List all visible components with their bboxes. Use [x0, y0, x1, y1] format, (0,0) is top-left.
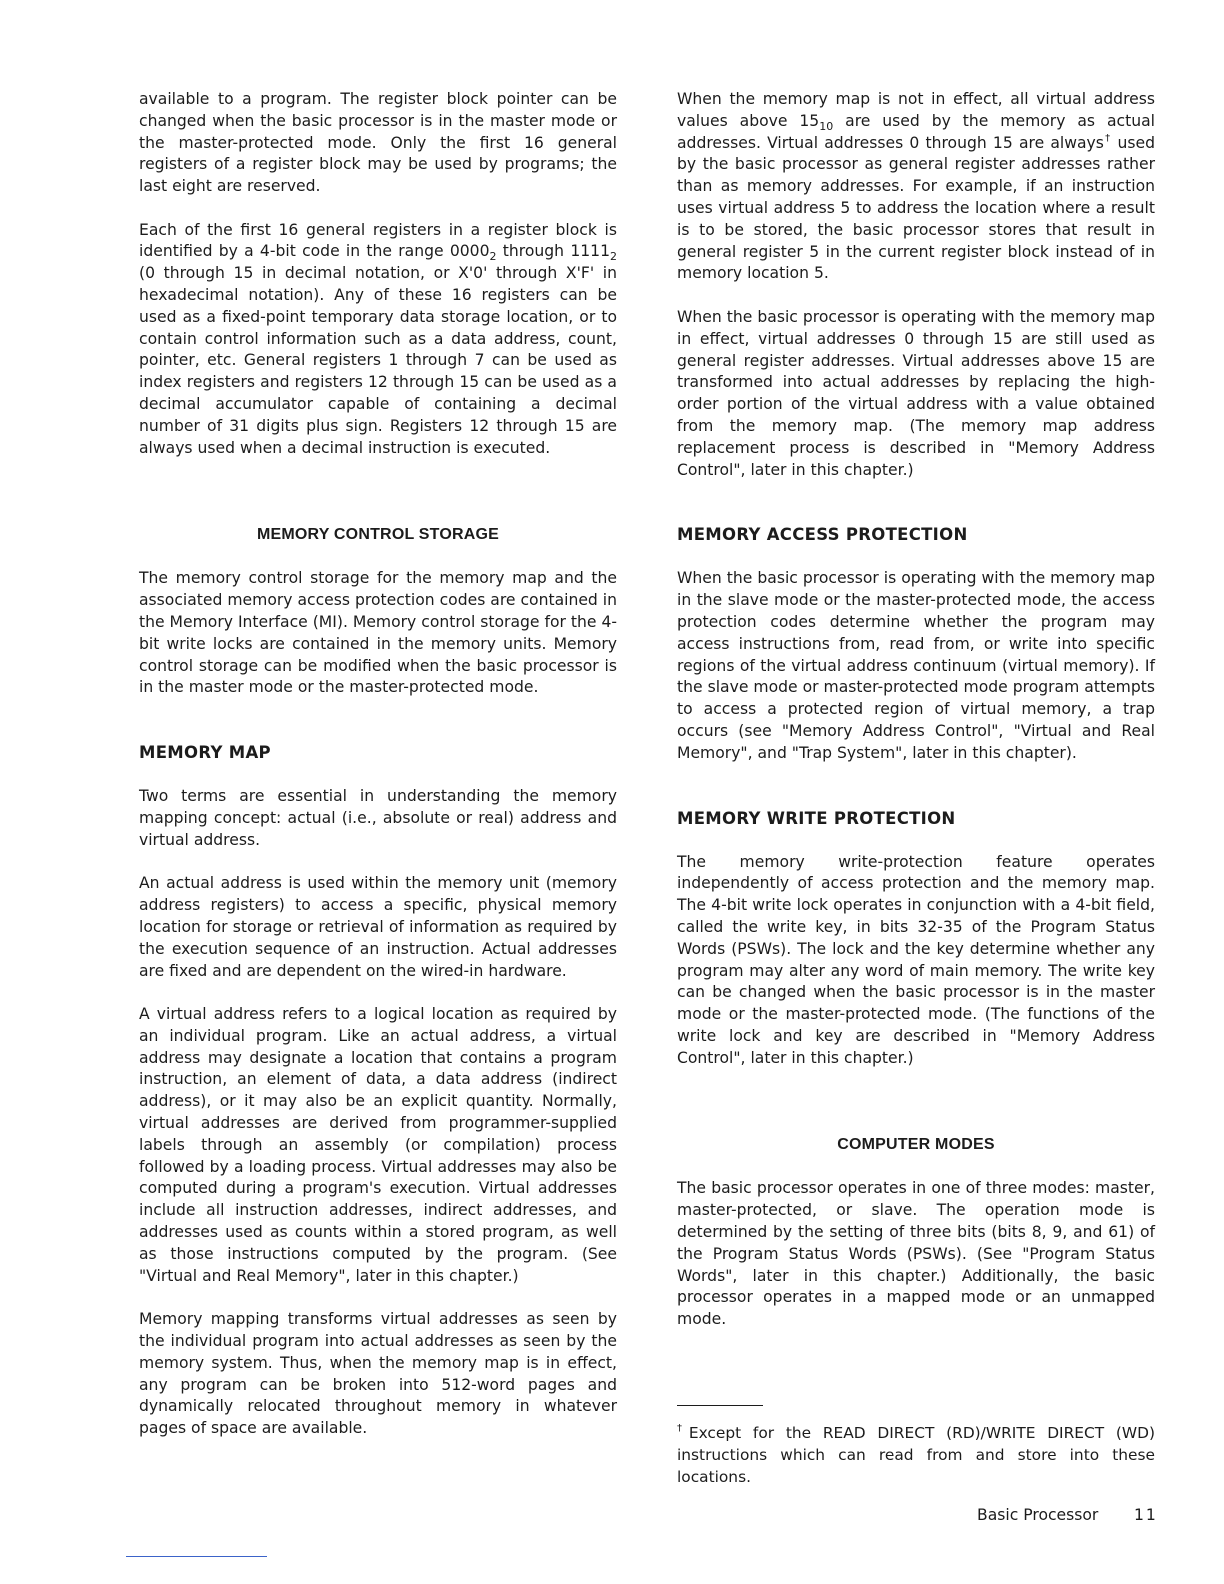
- text-segment: used by the basic processor as general register addresses rather than as memory addresses. For example, if an instruction uses virtual address 5 to address the location where a result is to be stored, the basic processor stores that result in general register 5 in the current register block instead of in memory location 5.: [677, 133, 1156, 283]
- paragraph-memory-control-storage: The memory control storage for the memory map and the associated memory access protection codes are contained in the Memory Interface (MI). Memory control storage for the 4-bit write locks are contained in the memory units. Memory control storage can be modified when the basic processor is in the master mode or the master-protected mode.: [139, 569, 618, 697]
- paragraph-memory-access-protection: When the basic processor is operating with the memory map in the slave mode or the master-protected mode, the access protection codes determine whether the program may access instructions from, read from, or write into specific regions of the virtual address continuum (virtual memory). If the slave mode or master-protected mode program attempts to access a protected region of virtual memory, a trap occurs (see "Memory Address Control", "Virtual and Real Memory", and "Trap System", later in this chapter).: [677, 569, 1155, 762]
- paragraph-register-block-pointer: available to a program. The register block pointer can be changed when the basic processor is in the master mode or the master-protected mode. Only the first 16 general registers of a register block may be used by programs; the last eight are reserved.: [139, 90, 617, 196]
- paragraph-memory-map-not-in-effect: [677, 89, 1155, 285]
- text-segment: are used by the memory as actual addresses. Virtual addresses 0 through 15 are always: [677, 111, 1155, 152]
- footnote-rule: [677, 1405, 763, 1406]
- heading-memory-access-protection: MEMORY ACCESS PROTECTION: [677, 525, 968, 545]
- heading-memory-write-protection: MEMORY WRITE PROTECTION: [677, 808, 956, 828]
- page-number: 11: [1134, 1506, 1158, 1524]
- paragraph-computer-modes: The basic processor operates in one of three modes: master, master-protected, or slave. The operation mode is determined by the setting of three bits (bits 8, 9, and 61) of the Program Status Words (PSWs). (See "Program Status Words", later in this chapter.) Additionally, the basic processor operates in a mapped mode or an unmapped mode.: [677, 1179, 1155, 1329]
- left-column: [139, 89, 617, 1462]
- footnote-marker: †: [677, 1423, 689, 1434]
- dagger-footnote-marker: †: [1103, 132, 1112, 144]
- heading-computer-modes: COMPUTER MODES: [837, 1136, 995, 1154]
- heading-memory-control-storage: MEMORY CONTROL STORAGE: [256, 526, 500, 544]
- heading-memory-map: MEMORY MAP: [139, 743, 271, 763]
- footnote: [677, 1422, 1155, 1488]
- paragraph-memory-write-protection: The memory write-protection feature operates independently of access protection and the memory map. The 4-bit write lock operates in conjunction with a 4-bit field, called the write key, in bits 32-35 of the Program Status Words (PSWs). The lock and the key determine whether any program may alter any word of main memory. The write key can be changed when the basic processor is in the master mode or the master-protected mode. (The functions of the write lock and key are described in "Memory Address Control", later in this chapter.): [677, 852, 1155, 1067]
- scan-underline-artifact: [126, 1556, 267, 1557]
- footnote-text: Except for the READ DIRECT (RD)/WRITE DIRECT (WD) instructions which can read from and store into these locations.: [677, 1424, 1155, 1486]
- footer-section-title: Basic Processor: [977, 1506, 1099, 1524]
- text-segment: When the memory map is not in effect, all virtual address values above 15: [677, 90, 1155, 130]
- text-segment: Each of the first 16 general registers in a register block is identified by a 4-bit code in the range 0000: [139, 220, 617, 261]
- text-segment: through 1111: [496, 242, 610, 261]
- paragraph-virtual-address: A virtual address refers to a logical location as required by an individual program. Like an actual address, a virtual address may designate a location that contains a program instruction, an element of data, a data address (indirect address), or it may also be an explicit quantity. Normally, virtual addresses are derived from programmer-supplied labels through an assembly (or compilation) process followed by a loading process. Virtual addresses may also be computed during a program's execution. Virtual addresses include all instruction addresses, indirect addresses, and addresses used as counts within a stored program, as well as those instructions computed by the program. (See "Virtual and Real Memory", later in this chapter.): [139, 1005, 617, 1285]
- paragraph-general-registers: [139, 220, 617, 460]
- paragraph-memory-map-in-effect: When the basic processor is operating with the memory map in effect, virtual addresses 0 through 15 are still used as general register addresses. Virtual addresses above 15 are transformed into actual addresses by replacing the high-order portion of the virtual address with a value obtained from the memory map. (The memory map address replacement process is described in "Memory Address Control", later in this chapter.): [677, 307, 1155, 479]
- text-segment: (0 through 15 in decimal notation, or X'0' through X'F' in hexadecimal notation). Any of these 16 registers can be used as a fixed-point temporary data storage location, or to contain control information such as a data address, count, pointer, etc. General registers 1 through 7 can be used as index registers and registers 12 through 15 can be used as a decimal accumulator capable of containing a decimal number of 31 digits plus sign. Registers 12 through 15 are always used when a decimal instruction is executed.: [139, 264, 617, 457]
- paragraph-memory-map-terms: Two terms are essential in understanding the memory mapping concept: actual (i.e., absolute or real) address and virtual address.: [139, 787, 617, 849]
- right-column: [677, 89, 1155, 1353]
- subscript: 2: [489, 250, 497, 264]
- paragraph-actual-address: An actual address is used within the memory unit (memory address registers) to access a specific, physical memory location for storage or retrieval of information as required by the execution sequence of an instruction. Actual addresses are fixed and are dependent on the wired-in hardware.: [139, 874, 617, 980]
- subscript: 2: [610, 250, 617, 264]
- subscript: 10: [819, 119, 834, 133]
- paragraph-memory-mapping: Memory mapping transforms virtual addresses as seen by the individual program into actual addresses as seen by the memory system. Thus, when the memory map is in effect, any program can be broken into 512-word pages and dynamically relocated throughout memory in whatever pages of space are available.: [139, 1310, 617, 1438]
